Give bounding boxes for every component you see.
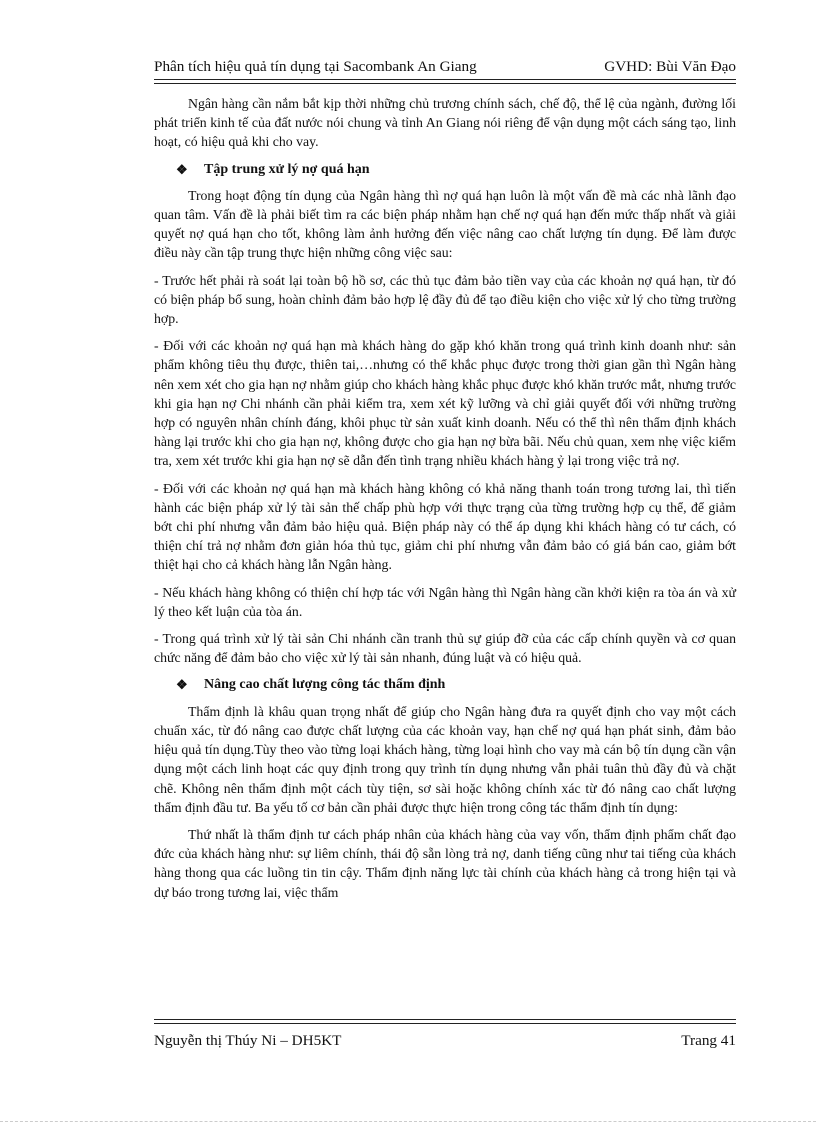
header-advisor: GVHD: Bùi Văn Đạo [604, 58, 736, 75]
page-content [154, 94, 736, 910]
section-heading-text: Nâng cao chất lượng công tác thẩm định [204, 677, 446, 693]
page-footer [154, 1031, 736, 1051]
footer-page-number: Trang 41 [681, 1032, 736, 1049]
section-heading-overdue-debt [176, 160, 736, 179]
page-header [154, 57, 736, 77]
bullet-review-documents: - Trước hết phải rà soát lại toàn bộ hồ sơ, các thủ tục đảm bảo tiền vay của các khoản nợ quá hạn, từ đó có biện pháp bổ sung, hoàn chỉnh đảm bảo hợp lệ đầy đủ để tạo điều kiện cho việc xử lý cho từng trường hợp. [154, 272, 736, 327]
diamond-bullet-icon: ❖ [176, 677, 188, 693]
bullet-collateral-handling: - Đối với các khoản nợ quá hạn mà khách hàng không có khả năng thanh toán trong tương lai, thì tiến hành các biện pháp xử lý tài sản thế chấp phù hợp với thực trạng của từng trường hợp cụ thể, để giảm bớt chi phí nhưng vẫn đảm bảo hiệu quả. Biện pháp này có thể áp dụng khi khách hàng có tư cách, có thiện chí trả nợ nhằm đơn giản hóa thủ tục, giảm chi phí nhưng vẫn đảm bảo có giá bán cao, giảm bớt thiệt hại cho cả khách hàng lẫn Ngân hàng. [154, 480, 736, 573]
footer-rule-thin [154, 1019, 736, 1020]
header-rule-thin [154, 83, 736, 84]
paragraph-appraisal: Thẩm định là khâu quan trọng nhất để giúp cho Ngân hàng đưa ra quyết định cho vay một cách chuẩn xác, từ đó nâng cao được chất lượng của các khoản vay, hạn chế nợ quá hạn phát sinh, đảm bảo hiệu quả tín dụng.Tùy theo vào từng loại khách hàng, từng loại hình cho vay mà cán bộ tín dụng cần vận dụng một cách linh hoạt các quy định trong quy trình tín dụng nhưng vẫn phải tuân thủ đầy đủ và chặt chẽ. Không nên thẩm định một cách tùy tiện, sơ sài hoặc không chính xác từ đó nâng cao chất lượng thẩm định đầu tư. Ba yếu tố cơ bản cần phải được thực hiện trong công tác thẩm định tín dụng: [154, 703, 736, 815]
section-heading-text: Tập trung xử lý nợ quá hạn [204, 161, 370, 177]
footer-rule-thick [154, 1023, 736, 1024]
page-edge-divider [0, 1121, 816, 1122]
header-rule-thick [154, 79, 736, 80]
bullet-authority-support: - Trong quá trình xử lý tài sản Chi nhánh cần tranh thủ sự giúp đỡ của các cấp chính quyền và cơ quan chức năng để đảm bảo cho việc xử lý tài sản nhanh, đúng luật và có hiệu quả. [154, 631, 736, 666]
section-heading-appraisal [176, 675, 736, 694]
bullet-lawsuit: - Nếu khách hàng không có thiện chí hợp tác với Ngân hàng thì Ngân hàng cần khởi kiện ra tòa án và xử lý theo kết luận của tòa án. [154, 584, 736, 619]
bullet-extend-debt: - Đối với các khoản nợ quá hạn mà khách hàng do gặp khó khăn trong quá trình kinh doanh như: sản phẩm không tiêu thụ được, thiên tai,…nhưng có thể khắc phục được trong thời gian gần thì Ngân hàng nên xem xét cho gia hạn nợ nhằm giúp cho khách hàng khắc phục được khó khăn trước mắt, nhưng trước khi gia hạn nợ Chi nhánh cần phải kiểm tra, xem xét kỹ lưỡng và chỉ giải quyết đối với những trường hợp có nguyên nhân chính đáng, khôi phục từ sản xuất kinh doanh. Nếu có thể thì nên thẩm định khách hàng lại trước khi cho gia hạn nợ, không được cho gia hạn nợ bừa bãi. Nếu chủ quan, xem nhẹ việc kiểm tra, xem xét trước khi gia hạn nợ sẽ dẫn đến tình trạng nhiều khách hàng ỷ lại trong việc trả nợ. [154, 338, 736, 469]
header-title: Phân tích hiệu quả tín dụng tại Sacombank An Giang [154, 58, 477, 75]
paragraph-intro: Ngân hàng cần nắm bắt kịp thời những chủ trương chính sách, chế độ, thể lệ của ngành, đường lối phát triển kinh tế của đất nước nói chung và tỉnh An Giang nói riêng để vận dụng một cách sáng tạo, linh hoạt, có hiệu quả khi cho vay. [154, 96, 736, 150]
footer-author: Nguyễn thị Thúy Ni – DH5KT [154, 1032, 342, 1049]
paragraph-first-factor: Thứ nhất là thẩm định tư cách pháp nhân của khách hàng của vay vốn, thẩm định phẩm chất đạo đức của khách hàng như: sự liêm chính, thái độ sẵn lòng trả nợ, danh tiếng cũng như tai tiếng của khách hàng thong qua các luồng tin tin cậy. Thẩm định năng lực tài chính của khách hàng cả trong hiện tại và dự báo trong tương lai, việc thẩm [154, 826, 736, 900]
paragraph-overdue-intro: Trong hoạt động tín dụng của Ngân hàng thì nợ quá hạn luôn là một vấn đề mà các nhà lãnh đạo quan tâm. Vấn đề là phải biết tìm ra các biện pháp nhằm hạn chế nợ quá hạn đến mức thấp nhất và giải quyết nợ quá hạn cho tốt, không làm ảnh hưởng đến việc nâng cao chất lượng tín dụng. Để làm được điều này cần tập trung thực hiện những công việc sau: [154, 187, 736, 261]
diamond-bullet-icon: ❖ [176, 161, 188, 177]
